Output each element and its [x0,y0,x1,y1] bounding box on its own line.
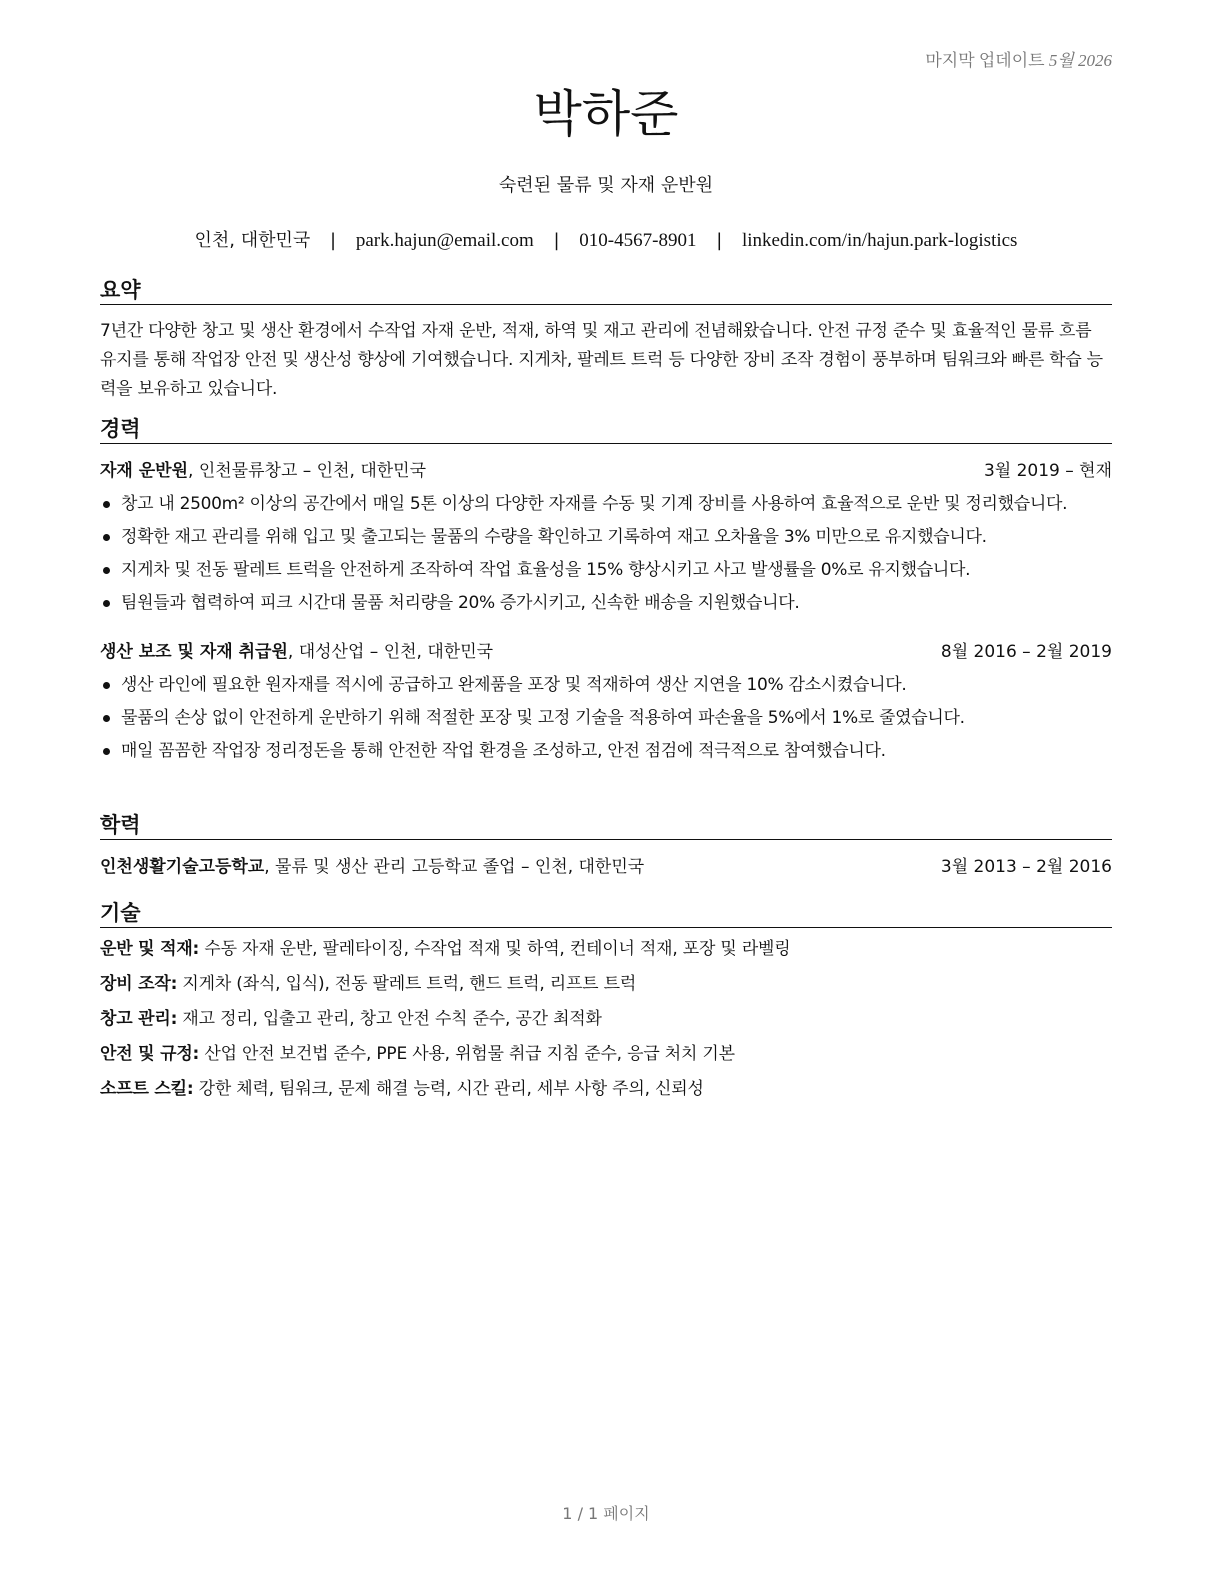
experience-section [100,415,1112,766]
contact-separator: | [330,230,337,251]
summary-heading: 요약 [100,276,1112,305]
job-bullet: 생산 라인에 필요한 원자재를 적시에 공급하고 완제품을 포장 및 적재하여 생산 지연을 10% 감소시켰습니다. [100,671,1112,700]
contact-phone: 010-4567-8901 [579,230,697,251]
skill-label: 소프트 스킬: [100,1079,194,1099]
education-dates: 3월 2013 – 2월 2016 [940,857,1112,877]
skill-value: 지게차 (좌식, 입식), 전동 팔레트 트럭, 핸드 트럭, 리프트 트럭 [177,974,637,994]
skills-section [100,899,1112,1104]
education-detail: , 물류 및 생산 관리 고등학교 졸업 – 인천, 대한민국 [264,857,645,877]
skill-row [100,970,1112,999]
summary-section [100,276,1112,404]
job-bullets [100,490,1112,618]
page-counter: 1 / 1 페이지 [562,1504,650,1523]
education-entry [100,853,1112,882]
skill-label: 운반 및 적재: [100,939,200,959]
skill-label: 안전 및 규정: [100,1044,200,1064]
skill-value: 재고 정리, 입출고 관리, 창고 안전 수칙 준수, 공간 최적화 [177,1009,602,1029]
education-heading: 학력 [100,811,1112,840]
skill-row [100,935,1112,964]
skill-value: 강한 체력, 팀워크, 문제 해결 능력, 시간 관리, 세부 사항 주의, 신뢰성 [193,1079,704,1099]
candidate-name: 박하준 [533,85,679,143]
summary-text: 7년간 다양한 창고 및 생산 환경에서 수작업 자재 운반, 적재, 하역 및 재고 관리에 전념해왔습니다. 안전 규정 준수 및 효율적인 물류 흐름 유지를 통해 작업장 안전 및 생산성 향상에 기여했습니다. 지게차, 팔레트 트럭 등 다양한 장비 조작 경험이 풍부하며 팀워크와 빠른 학습 능력을 보유하고 있습니다. [100,321,1103,399]
resume-page [100,0,1112,1584]
last-updated-date: 5월 2026 [1048,51,1112,70]
job-bullet: 지게차 및 전동 팔레트 트럭을 안전하게 조작하여 작업 효율성을 15% 향상시키고 사고 발생률을 0%로 유지했습니다. [100,556,1112,585]
job-bullet: 정확한 재고 관리를 위해 입고 및 출고되는 물품의 수량을 확인하고 기록하여 재고 오차율을 3% 미만으로 유지했습니다. [100,523,1112,552]
job-bullets [100,671,1112,766]
skill-row [100,1040,1112,1069]
education-section [100,811,1112,882]
job-org: , 대성산업 – 인천, 대한민국 [287,642,494,662]
last-updated-label: 마지막 업데이트 [925,51,1045,70]
experience-heading: 경력 [100,415,1112,444]
job-org: , 인천물류창고 – 인천, 대한민국 [188,461,427,481]
job-entry [100,638,1112,766]
skills-list [100,935,1112,1104]
job-role: 생산 보조 및 자재 취급원 [100,642,288,662]
job-bullet: 창고 내 2500m² 이상의 공간에서 매일 5톤 이상의 다양한 자재를 수동 및 기계 장비를 사용하여 효율적으로 운반 및 정리했습니다. [100,490,1112,519]
contact-separator: | [716,230,723,251]
job-role: 자재 운반원 [100,461,189,481]
job-bullet: 팀원들과 협력하여 피크 시간대 물품 처리량을 20% 증가시키고, 신속한 배송을 지원했습니다. [100,589,1112,618]
last-updated [925,46,1112,71]
job-dates: 3월 2019 – 현재 [983,461,1112,481]
contact-location: 인천, 대한민국 [194,230,311,251]
skill-value: 산업 안전 보건법 준수, PPE 사용, 위험물 취급 지침 준수, 응급 처치 기본 [199,1044,735,1064]
skill-row [100,1005,1112,1034]
education-school: 인천생활기술고등학교 [100,857,265,877]
contact-separator: | [553,230,560,251]
job-bullet: 매일 꼼꼼한 작업장 정리정돈을 통해 안전한 작업 환경을 조성하고, 안전 점검에 적극적으로 참여했습니다. [100,737,1112,766]
job-header [100,638,1112,667]
job-entry [100,457,1112,618]
skill-row [100,1075,1112,1104]
candidate-headline: 숙련된 물류 및 자재 운반원 [498,175,714,196]
skill-label: 창고 관리: [100,1009,178,1029]
skills-heading: 기술 [100,899,1112,928]
contact-line [100,226,1112,252]
contact-email[interactable]: park.hajun@email.com [355,230,534,251]
job-dates: 8월 2016 – 2월 2019 [940,642,1112,662]
skill-value: 수동 자재 운반, 팔레타이징, 수작업 적재 및 하역, 컨테이너 적재, 포장 및 라벨링 [199,939,791,959]
job-bullet: 물품의 손상 없이 안전하게 운반하기 위해 적절한 포장 및 고정 기술을 적용하여 파손율을 5%에서 1%로 줄였습니다. [100,704,1112,733]
contact-linkedin[interactable]: linkedin.com/in/hajun.park-logistics [742,230,1018,251]
skill-label: 장비 조작: [100,974,178,994]
job-header [100,457,1112,486]
